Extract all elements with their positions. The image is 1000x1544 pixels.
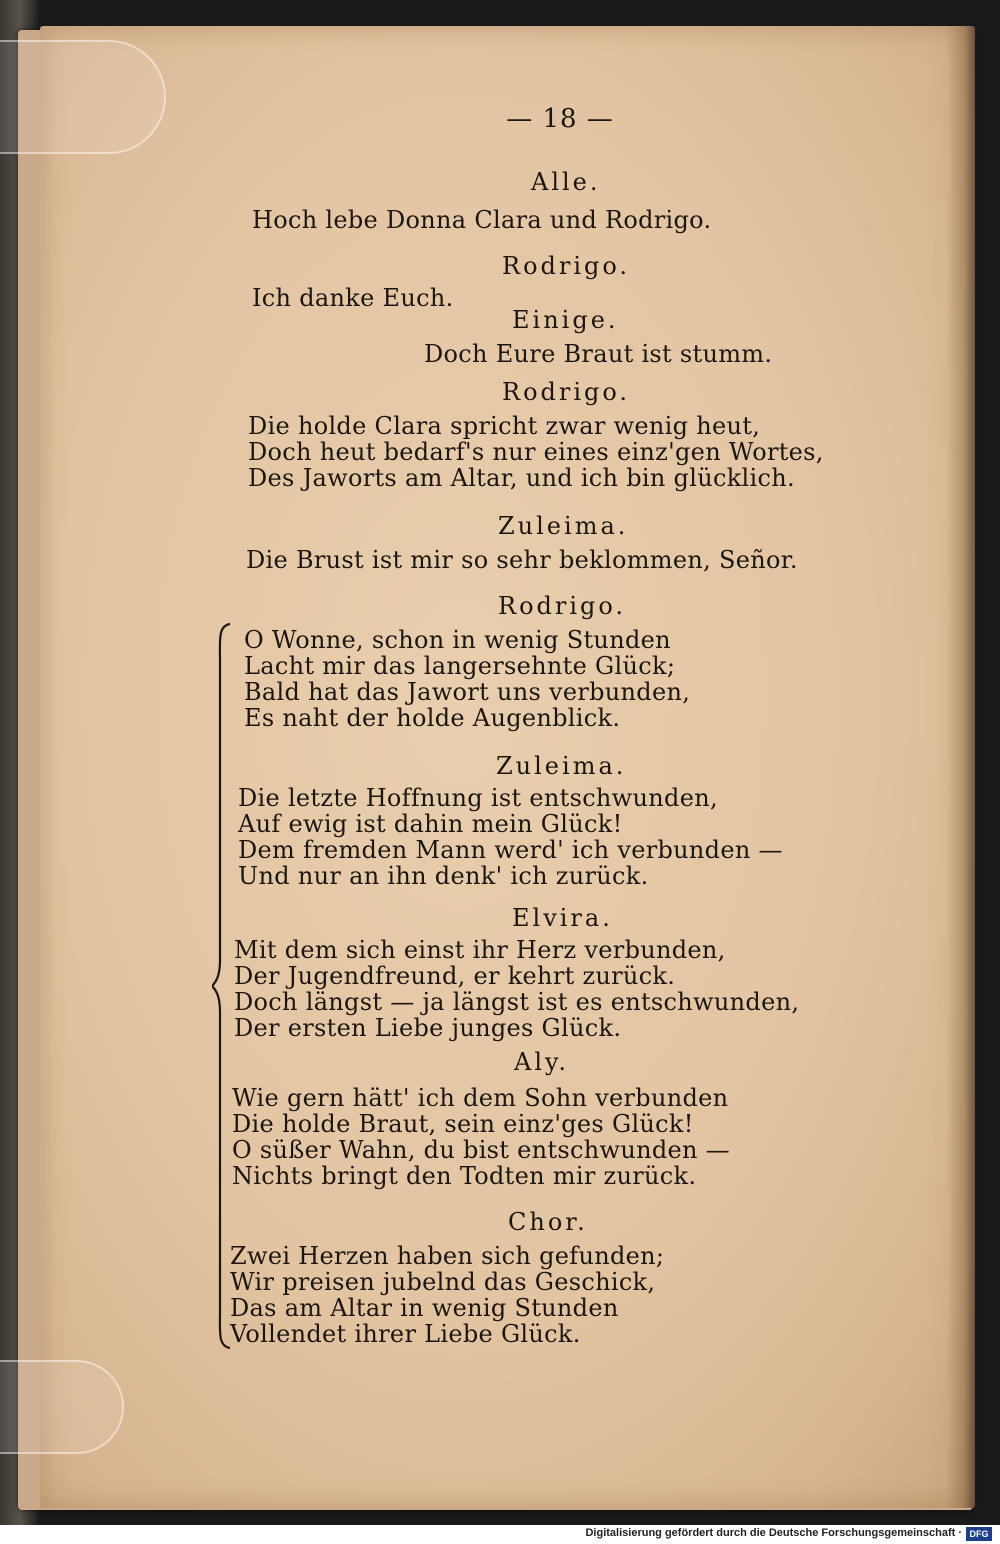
verse-line: Und nur an ihn denk' ich zurück. xyxy=(238,862,649,890)
verse-line: Lacht mir das langersehnte Glück; xyxy=(244,652,676,680)
ensemble-brace xyxy=(212,620,234,1352)
verse-line: Mit dem sich einst ihr Herz verbunden, xyxy=(234,936,726,964)
speaker-name: Rodrigo. xyxy=(502,252,631,280)
verse-line: Nichts bringt den Todten mir zurück. xyxy=(232,1162,697,1190)
verse-line: Der Jugendfreund, er kehrt zurück. xyxy=(234,962,676,990)
page-number: — 18 — xyxy=(506,104,614,134)
verse-line: Bald hat das Jawort uns verbunden, xyxy=(244,678,691,706)
verse-line: Das am Altar in wenig Stunden xyxy=(230,1294,619,1322)
verse-line: Hoch lebe Donna Clara und Rodrigo. xyxy=(252,206,712,234)
verse-line: Dem fremden Mann werd' ich verbunden — xyxy=(238,836,783,864)
speaker-name: Zuleima. xyxy=(496,752,627,780)
speaker-name: Rodrigo. xyxy=(498,592,627,620)
verse-line: Die letzte Hoffnung ist entschwunden, xyxy=(238,784,718,812)
speaker-name: Alle. xyxy=(531,168,601,196)
verse-line: Doch Eure Braut ist stumm. xyxy=(424,340,773,368)
verse-line: Wie gern hätt' ich dem Sohn verbunden xyxy=(232,1084,729,1112)
verse-line: Die Brust ist mir so sehr beklommen, Señor. xyxy=(246,546,798,574)
verse-line: Die holde Braut, sein einz'ges Glück! xyxy=(232,1110,694,1138)
speaker-name: Chor. xyxy=(508,1208,588,1236)
verse-line: Vollendet ihrer Liebe Glück. xyxy=(230,1320,581,1348)
footer-credit: Digitalisierung gefördert durch die Deutsche Forschungsgemeinschaft · xyxy=(585,1527,962,1539)
verse-line: Es naht der holde Augenblick. xyxy=(244,704,621,732)
verse-line: Wir preisen jubelnd das Geschick, xyxy=(230,1268,656,1296)
verse-line: O süßer Wahn, du bist entschwunden — xyxy=(232,1136,730,1164)
dfg-logo: DFG xyxy=(966,1527,992,1541)
speaker-name: Zuleima. xyxy=(498,512,629,540)
verse-line: Des Jaworts am Altar, und ich bin glücklich. xyxy=(248,464,795,492)
verse-line: Doch heut bedarf's nur eines einz'gen Wortes, xyxy=(248,438,824,466)
digitization-footer xyxy=(0,1525,1000,1544)
speaker-name: Aly. xyxy=(514,1048,570,1076)
verse-line: O Wonne, schon in wenig Stunden xyxy=(244,626,671,654)
verse-line: Ich danke Euch. xyxy=(252,284,454,312)
speaker-name: Rodrigo. xyxy=(502,378,631,406)
speaker-name: Elvira. xyxy=(512,904,613,932)
verse-line: Auf ewig ist dahin mein Glück! xyxy=(238,810,623,838)
verse-line: Der ersten Liebe junges Glück. xyxy=(234,1014,622,1042)
verse-line: Doch längst — ja längst ist es entschwunden, xyxy=(234,988,800,1016)
speaker-name: Einige. xyxy=(512,306,619,334)
verse-line: Die holde Clara spricht zwar wenig heut, xyxy=(248,412,761,440)
verse-line: Zwei Herzen haben sich gefunden; xyxy=(230,1242,665,1270)
